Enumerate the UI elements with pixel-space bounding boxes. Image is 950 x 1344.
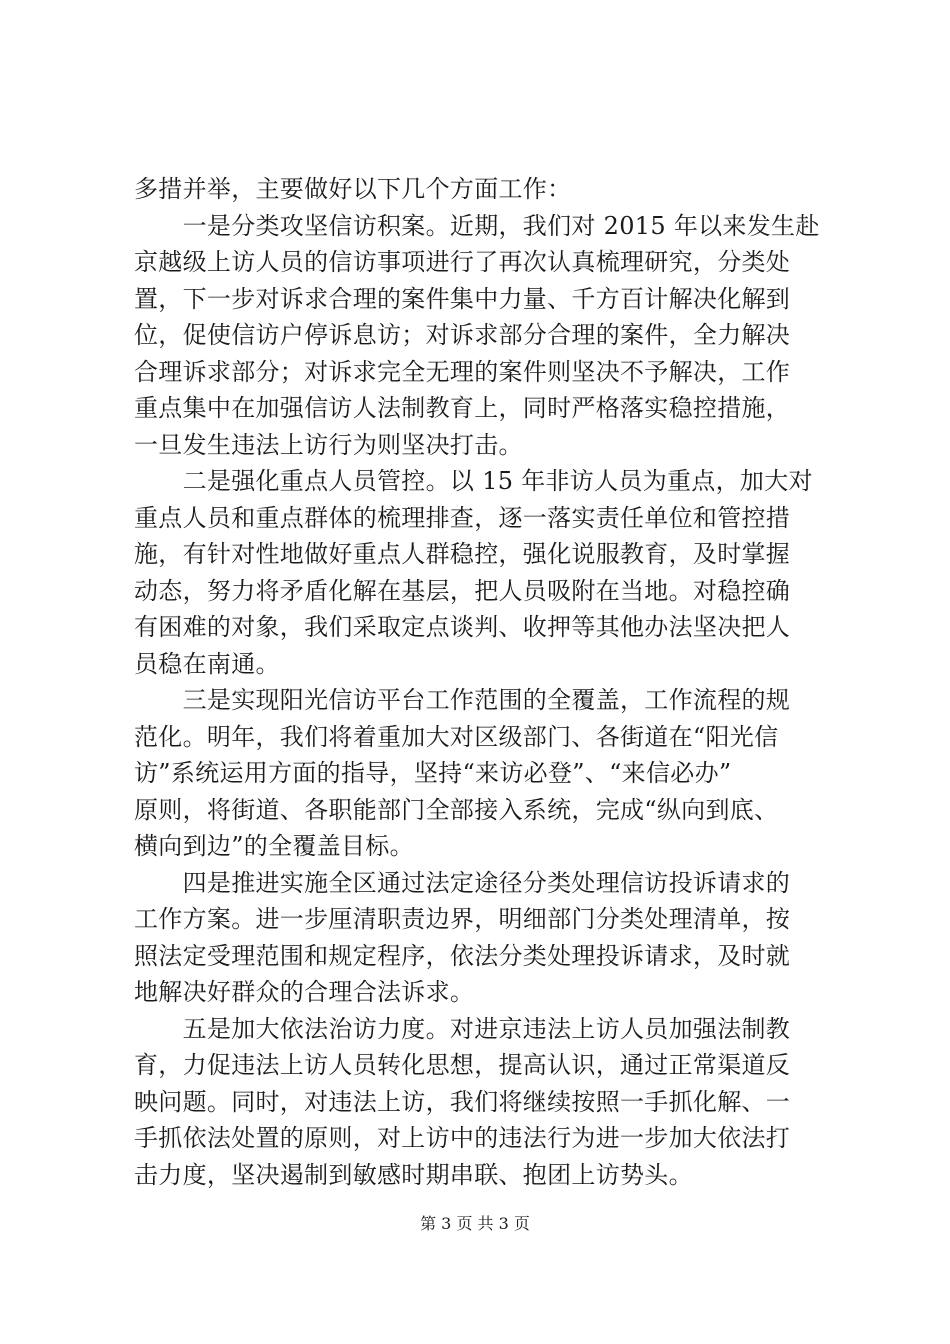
text-line: 击力度，坚决遏制到敏感时期串联、抱团上访势头。	[134, 1160, 693, 1189]
text-line: 位，促使信访户停诉息访；对诉求部分合理的案件，全力解决	[134, 321, 791, 349]
text-line: 育，力促违法上访人员转化思想，提高认识，通过正常渠道反	[134, 1051, 791, 1079]
text-line: 重点人员和重点群体的梳理排查，逐一落实责任单位和管控措	[134, 503, 791, 532]
text-line: 施，有针对性地做好重点人群稳控，强化说服教育，及时掌握	[134, 540, 791, 568]
text-line: 照法定受理范围和规定程序，依法分类处理投诉请求，及时就	[134, 941, 791, 970]
text-line: 合理诉求部分；对诉求完全无理的案件则坚决不予解决，工作	[134, 357, 791, 386]
text-line: 范化。明年，我们将着重加大对区级部门、各街道在“阳光信	[134, 722, 779, 751]
text-line: 五是加大依法治访力度。对进京违法上访人员加强法制教	[134, 1014, 791, 1043]
text-line: 访”系统运用方面的指导，坚持“来访必登”、“来信必办”	[134, 759, 732, 787]
text-line: 四是推进实施全区通过法定途径分类处理信访投诉请求的	[134, 868, 791, 897]
text-line: 工作方案。进一步厘清职责边界，明细部门分类处理清单，按	[134, 905, 791, 933]
page-number-footer: 第 3 页 共 3 页	[420, 1214, 530, 1233]
text-line: 一是分类攻坚信访积案。近期，我们对 2015 年以来发生赴	[134, 211, 820, 240]
text-line: 一旦发生违法上访行为则坚决打击。	[134, 430, 523, 459]
text-line: 有困难的对象，我们采取定点谈判、收押等其他办法坚决把人	[134, 613, 791, 641]
text-line: 地解决好群众的合理合法诉求。	[134, 978, 475, 1006]
text-line: 置，下一步对诉求合理的案件集中力量、千方百计解决化解到	[134, 284, 791, 313]
text-line: 二是强化重点人员管控。以 15 年非访人员为重点，加大对	[134, 467, 813, 495]
text-line: 横向到边”的全覆盖目标。	[134, 832, 414, 860]
text-line: 京越级上访人员的信访事项进行了再次认真梳理研究，分类处	[134, 248, 791, 276]
text-line: 手抓依法处置的原则，对上访中的违法行为进一步加大依法打	[134, 1124, 791, 1152]
text-line: 原则，将街道、各职能部门全部接入系统，完成“纵向到底、	[134, 795, 779, 824]
text-line: 员稳在南通。	[134, 649, 280, 678]
text-line: 三是实现阳光信访平台工作范围的全覆盖，工作流程的规	[134, 686, 791, 714]
text-line: 重点集中在加强信访人法制教育上，同时严格落实稳控措施，	[134, 394, 791, 422]
text-line: 动态，努力将矛盾化解在基层，把人员吸附在当地。对稳控确	[134, 576, 791, 605]
text-line: 映问题。同时，对违法上访，我们将继续按照一手抓化解、一	[134, 1087, 791, 1116]
text-line: 多措并举，主要做好以下几个方面工作：	[134, 175, 572, 203]
document-body	[134, 171, 834, 1193]
